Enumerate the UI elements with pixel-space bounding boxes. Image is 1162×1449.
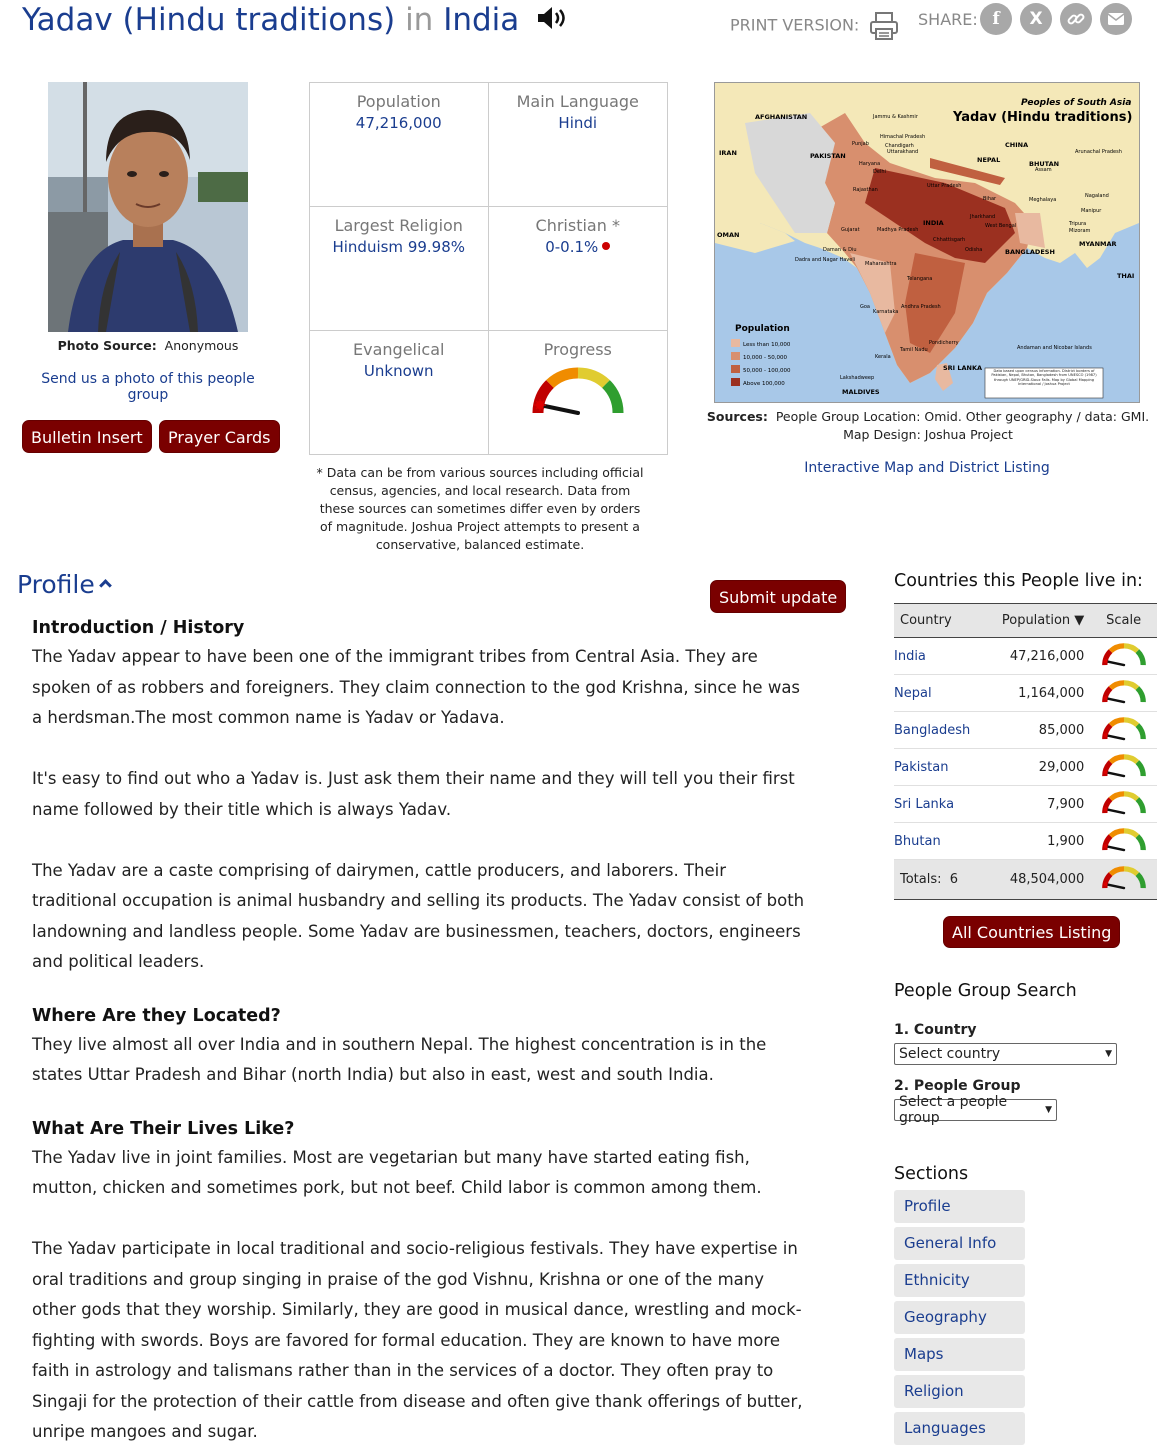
all-countries-button[interactable]: All Countries Listing [943, 916, 1120, 948]
country-link[interactable]: Bhutan [894, 823, 985, 860]
photo-source-label: Photo Source: [57, 338, 157, 353]
paragraph: The Yadav participate in local traditional and socio-religious festivals. They have expertise in oral traditions and group singing in praise of the god Vishnu, Krishna or one of the many other gods that they worship. Similarly, they are good in musical dance, wrestling and mock-fighting with swords. Boys are favored for formal education. They are known to have more faith in astrology and talismans rather than in the services of a doctor. They often pray to Singaji for the protection of their cattle from disease and often give thank offerings of butter, unripe mangoes and sugar. [32, 1239, 803, 1441]
map-label: Chandigarh [885, 143, 914, 149]
stats-grid [309, 82, 668, 455]
map-label: PAKISTAN [810, 152, 846, 160]
stat-label: Largest Religion [334, 216, 463, 235]
country-population: 1,164,000 [985, 675, 1090, 712]
col-scale[interactable]: Scale [1090, 604, 1157, 638]
share-icons [980, 3, 1132, 35]
country-select[interactable] [894, 1043, 1117, 1065]
stat-population [310, 83, 489, 207]
title-country[interactable]: India [443, 2, 520, 38]
progress-gauge-icon[interactable] [1100, 842, 1148, 857]
map-label: Bihar [983, 196, 997, 202]
map-label: Uttarakhand [887, 149, 919, 155]
country-population: 29,000 [985, 749, 1090, 786]
section-title: Where Are they Located? [32, 1005, 281, 1026]
totals-scale [1090, 860, 1157, 900]
table-row [894, 786, 1157, 823]
map-label: Jharkhand [970, 214, 996, 220]
country-scale[interactable] [1090, 786, 1157, 823]
map-label: Jammu & Kashmir [873, 114, 918, 120]
map-label: Tamil Nadu [900, 347, 928, 353]
people-group-select-value: Select a people group [899, 1094, 1008, 1126]
map-label: Andhra Pradesh [901, 304, 941, 310]
paragraph: They live almost all over India and in southern Nepal. The highest concentration is in the states Uttar Pradesh and Bihar (north India) but also in east, west and south India. [32, 1034, 767, 1084]
country-population: 1,900 [985, 823, 1090, 860]
stat-label: Christian * [535, 216, 620, 235]
chevron-up-icon[interactable] [99, 579, 112, 592]
map-label: West Bengal [985, 223, 1017, 229]
section-link-profile[interactable]: Profile [894, 1190, 1025, 1223]
totals-row [894, 860, 1157, 900]
totals-count: 6 [949, 872, 959, 887]
col-population[interactable]: Population ▼ [985, 604, 1090, 638]
legend-swatch [731, 365, 740, 373]
speaker-icon[interactable] [535, 4, 569, 40]
section-link-maps[interactable]: Maps [894, 1338, 1025, 1371]
map-label: Pondicherry [929, 340, 959, 346]
map-sources-label: Sources: [706, 409, 768, 424]
legend-swatch [731, 339, 740, 347]
data-footnote: * Data can be from various sources including official census, agencies, and local research. Data from these sources can sometimes differ even by orders of magnitude. Joshua Project attempts to present a conservative, balanced estimate. [316, 465, 644, 552]
stat-label: Evangelical [353, 340, 445, 359]
stat-label: Population [356, 92, 441, 111]
map-legend-title: Population [735, 324, 790, 334]
country-link[interactable]: Bangladesh [894, 712, 985, 749]
send-photo-link[interactable]: Send us a photo of this people group [41, 371, 255, 403]
facebook-icon[interactable]: f [980, 3, 1012, 35]
map-label: Odisha [965, 247, 983, 253]
bulletin-insert-button[interactable]: Bulletin Insert [22, 420, 152, 453]
link-icon[interactable] [1060, 3, 1092, 35]
map-label: CHINA [1005, 141, 1029, 149]
stat-value [489, 238, 668, 256]
email-icon[interactable] [1100, 3, 1132, 35]
chevron-down-icon: ▼ [1045, 1105, 1052, 1115]
map-note: Data based upon census information. District borders of Pakistan, Nepal, Bhutan, Bangladesh from UNESCO (1987) through UNEP/GRID-Sioux Falls. Map by Global Mapping International / Joshua Project [991, 369, 1097, 387]
paragraph: It's easy to find out who a Yadav is. Just ask them their name and they will tell you their first name followed by their title which is always Yadav. [32, 769, 795, 819]
print-label: PRINT VERSION: [730, 15, 860, 35]
profile-heading[interactable] [17, 570, 110, 599]
printer-icon[interactable] [868, 10, 900, 42]
print-version[interactable] [730, 10, 900, 42]
section-link-religion[interactable]: Religion [894, 1375, 1025, 1408]
stat-label: Progress [543, 340, 612, 359]
map-label: Dadra and Nagar Haveli [795, 257, 856, 263]
totals-label: Totals: 6 [894, 860, 985, 900]
people-group-select[interactable] [894, 1094, 1057, 1126]
section-title: What Are Their Lives Like? [32, 1118, 295, 1139]
page-title [22, 2, 569, 40]
progress-gauge-icon[interactable] [1100, 805, 1148, 820]
table-row [894, 823, 1157, 860]
map-label: Meghalaya [1029, 197, 1057, 203]
section-link-languages[interactable]: Languages [894, 1412, 1025, 1445]
totals-population: 48,504,000 [985, 860, 1090, 900]
map-label: Maharashtra [865, 261, 897, 267]
profile-heading-text: Profile [17, 570, 95, 599]
paragraph: The Yadav appear to have been one of the immigrant tribes from Central Asia. They are spoken of as robbers and foreigners. They claim connection to the god Krishna, since he was a herdsman.The most common name is Yadav or Yadava. [32, 647, 801, 727]
map-label: MALDIVES [842, 388, 880, 396]
section-link-ethnicity[interactable]: Ethnicity [894, 1264, 1025, 1297]
map-label: Lakshadweep [840, 375, 875, 381]
map-label: AFGHANISTAN [755, 113, 808, 121]
map-label: Manipur [1081, 208, 1102, 214]
stat-language [489, 83, 668, 207]
legend-swatch [731, 352, 740, 360]
map-label: Punjab [852, 141, 869, 147]
map-label: THAI [1117, 272, 1135, 280]
legend-swatch [731, 378, 740, 386]
progress-gauge-icon[interactable] [1100, 731, 1148, 746]
map-label: Goa [860, 304, 870, 310]
stat-value: Unknown [363, 362, 434, 380]
photo-source-value: Anonymous [164, 338, 239, 353]
map-label: Andaman and Nicobar Islands [1017, 345, 1092, 351]
title-in: in [405, 2, 434, 38]
map-label: Daman & Diu [823, 247, 857, 253]
progress-gauge-icon [1100, 880, 1148, 895]
submit-update-button[interactable]: Submit update [710, 580, 846, 613]
legend-label: Above 100,000 [743, 381, 785, 387]
col-country[interactable]: Country [894, 604, 985, 638]
stat-progress [489, 331, 668, 454]
profile-content [32, 614, 812, 1448]
section-link-geography[interactable]: Geography [894, 1301, 1025, 1334]
stat-evangelical [310, 331, 489, 454]
country-scale[interactable] [1090, 749, 1157, 786]
table-row [894, 749, 1157, 786]
christian-value: 0-0.1% [545, 238, 599, 256]
map-label: SRI LANKA [943, 364, 983, 372]
people-photo [48, 82, 248, 332]
country-population: 47,216,000 [985, 638, 1090, 675]
table-row [894, 712, 1157, 749]
stat-christian [489, 207, 668, 331]
stat-label: Main Language [516, 92, 639, 111]
map-label: Assam [1035, 167, 1052, 173]
distribution-map[interactable] [714, 82, 1140, 403]
country-scale[interactable] [1090, 823, 1157, 860]
map-subheading: Yadav (Hindu traditions) [953, 110, 1133, 125]
map-label: INDIA [923, 219, 944, 227]
country-link[interactable]: Nepal [894, 675, 985, 712]
map-label: BANGLADESH [1005, 248, 1055, 256]
country-scale[interactable] [1090, 675, 1157, 712]
map-sources [706, 408, 1150, 444]
countries-table [894, 603, 1157, 900]
stat-value: 47,216,000 [355, 114, 442, 132]
legend-label: 10,000 - 50,000 [743, 355, 787, 361]
progress-gauge-icon[interactable] [489, 363, 668, 423]
map-label: Rajasthan [853, 187, 878, 193]
map-label: NEPAL [977, 156, 1001, 164]
map-label: Telangana [907, 276, 933, 282]
sections-heading: Sections [894, 1164, 969, 1184]
map-label: Arunachal Pradesh [1075, 149, 1122, 155]
prayer-cards-button[interactable]: Prayer Cards [159, 420, 280, 453]
map-sources-text: People Group Location: Omid. Other geography / data: GMI. Map Design: Joshua Project [775, 409, 1150, 442]
interactive-map-link[interactable]: Interactive Map and District Listing [804, 460, 1050, 476]
map-label: Haryana [859, 161, 881, 167]
section-title: Introduction / History [32, 618, 245, 638]
country-select-value: Select country [899, 1046, 1001, 1062]
legend-label: 50,000 - 100,000 [743, 368, 791, 374]
countries-heading: Countries this People live in: [894, 571, 1143, 591]
map-label: Gujarat [841, 227, 860, 233]
country-scale[interactable] [1090, 712, 1157, 749]
map-heading: Peoples of South Asia [1021, 98, 1132, 108]
people-group-label: 2. People Group [894, 1078, 1021, 1094]
progress-gauge-icon[interactable] [1100, 768, 1148, 783]
map-label: Chhattisgarh [933, 237, 966, 243]
map-label: Tripura [1069, 221, 1087, 227]
share-label: SHARE: [918, 10, 978, 29]
chevron-down-icon: ▼ [1105, 1049, 1112, 1059]
legend-label: Less than 10,000 [743, 342, 791, 348]
map-label: Uttar Pradesh [927, 183, 962, 189]
map-label: MYANMAR [1079, 240, 1117, 248]
sections-nav [894, 1190, 1025, 1449]
paragraph: The Yadav are a caste comprising of dairymen, cattle producers, and laborers. Their traditional occupation is animal husbandry and selling its products. The Yadav consist of both landowning and landless people. Some Yadav are businessmen, teachers, doctors, engineers and political leaders. [32, 860, 805, 971]
map-label: IRAN [719, 149, 737, 157]
section-link-general-info[interactable]: General Info [894, 1227, 1025, 1260]
progress-gauge-icon[interactable] [1100, 657, 1148, 672]
country-link[interactable]: India [894, 638, 985, 675]
map-label: Madhya Pradesh [877, 227, 919, 233]
status-dot-icon [602, 242, 610, 250]
map-label: Himachal Pradesh [880, 134, 926, 140]
title-group: Yadav (Hindu traditions) [22, 2, 396, 38]
map-label: Mizoram [1069, 228, 1091, 234]
map-label: Kerala [875, 354, 891, 360]
stat-value-link[interactable]: Hinduism 99.98% [332, 238, 466, 256]
country-population: 7,900 [985, 786, 1090, 823]
map-label: Delhi [873, 169, 886, 175]
map-label: BHUTAN [1029, 160, 1060, 168]
country-population: 85,000 [985, 712, 1090, 749]
country-link[interactable]: Sri Lanka [894, 786, 985, 823]
country-scale[interactable] [1090, 638, 1157, 675]
country-link[interactable]: Pakistan [894, 749, 985, 786]
stat-value-link[interactable]: Hindi [558, 114, 598, 132]
search-heading: People Group Search [894, 981, 1077, 1001]
progress-gauge-icon[interactable] [1100, 694, 1148, 709]
map-label: OMAN [717, 231, 740, 239]
map-label: Karnataka [873, 309, 899, 315]
table-row [894, 675, 1157, 712]
photo-source [20, 338, 276, 353]
map-label: Nagaland [1085, 193, 1109, 199]
table-row [894, 638, 1157, 675]
x-icon[interactable]: X [1020, 3, 1052, 35]
stat-religion [310, 207, 489, 331]
country-label: 1. Country [894, 1022, 977, 1038]
paragraph: The Yadav live in joint families. Most are vegetarian but many have started eating fish, mutton, chicken and sometimes pork, but not beef. Child labor is common among them. [32, 1147, 762, 1197]
